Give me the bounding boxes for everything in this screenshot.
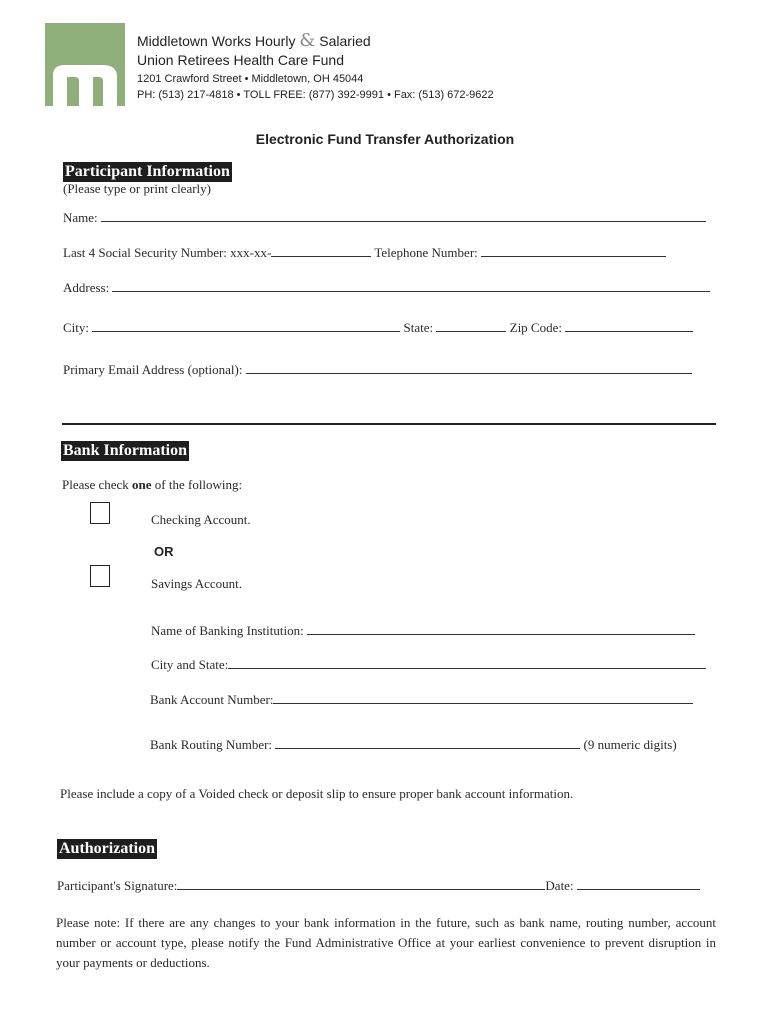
bank-routing-field[interactable]: Bank Routing Number: (9 numeric digits) — [150, 737, 677, 752]
email-line[interactable] — [246, 362, 692, 374]
city-line[interactable] — [92, 320, 400, 332]
bank-city-state-line[interactable] — [228, 657, 706, 669]
bank-institution-line[interactable] — [307, 623, 695, 635]
ssn-phone-row: Last 4 Social Security Number: xxx-xx- Telephone Number: — [63, 245, 666, 261]
check-one-instruction: Please check one of the following: — [62, 477, 243, 492]
address-line[interactable] — [112, 280, 710, 292]
org-address: 1201 Crawford Street • Middletown, OH 45044 — [137, 73, 364, 85]
org-phones: PH: (513) 217-4818 • TOLL FREE: (877) 392-9991 • Fax: (513) 672-9622 — [137, 89, 494, 101]
zip-line[interactable] — [565, 320, 693, 332]
or-label: OR — [154, 544, 174, 559]
bank-city-state-field[interactable]: City and State: — [151, 657, 706, 673]
checking-account-label: Checking Account. — [151, 512, 251, 527]
bank-institution-field[interactable]: Name of Banking Institution: — [151, 623, 695, 639]
bank-heading: Bank Information — [63, 442, 188, 459]
ssn-line[interactable] — [271, 245, 371, 257]
document-title: Electronic Fund Transfer Authorization — [255, 131, 515, 147]
authorization-heading: Authorization — [59, 840, 155, 857]
bank-account-field[interactable]: Bank Account Number: — [150, 692, 693, 708]
date-line[interactable] — [577, 878, 700, 890]
signature-line[interactable] — [177, 878, 545, 890]
name-field[interactable]: Name: — [63, 210, 706, 226]
bank-routing-line[interactable] — [275, 737, 580, 749]
voided-check-note: Please include a copy of a Voided check or deposit slip to ensure proper bank account information. — [60, 786, 574, 801]
ampersand: & — [299, 30, 316, 51]
signature-date-row: Participant's Signature: Date: — [57, 878, 700, 894]
section-divider — [62, 423, 716, 425]
savings-account-checkbox[interactable] — [90, 565, 110, 587]
savings-account-label: Savings Account. — [151, 576, 242, 591]
name-line[interactable] — [101, 210, 706, 222]
city-state-zip-row: City: State: Zip Code: — [63, 320, 693, 336]
org-name-line-2: Union Retirees Health Care Fund — [137, 52, 344, 68]
address-field[interactable]: Address: — [63, 280, 710, 296]
email-field[interactable]: Primary Email Address (optional): — [63, 362, 692, 378]
participant-heading: Participant Information — [65, 163, 230, 180]
checking-account-checkbox[interactable] — [90, 502, 110, 524]
logo-m-mark — [53, 65, 117, 106]
fund-logo — [45, 23, 125, 106]
state-line[interactable] — [436, 320, 506, 332]
routing-digits-note: (9 numeric digits) — [583, 737, 677, 752]
telephone-line[interactable] — [481, 245, 666, 257]
org-name-line-1: Middletown Works Hourly & Salaried — [137, 30, 371, 51]
change-notice: Please note: If there are any changes to your bank information in the future, such as bank name, routing number, account number or account type, please notify the Fund Administrative Office at your earliest convenience to prevent disruption in your payments or deductions. — [56, 915, 716, 970]
bank-account-line[interactable] — [273, 692, 693, 704]
print-instruction: (Please type or print clearly) — [63, 181, 211, 196]
